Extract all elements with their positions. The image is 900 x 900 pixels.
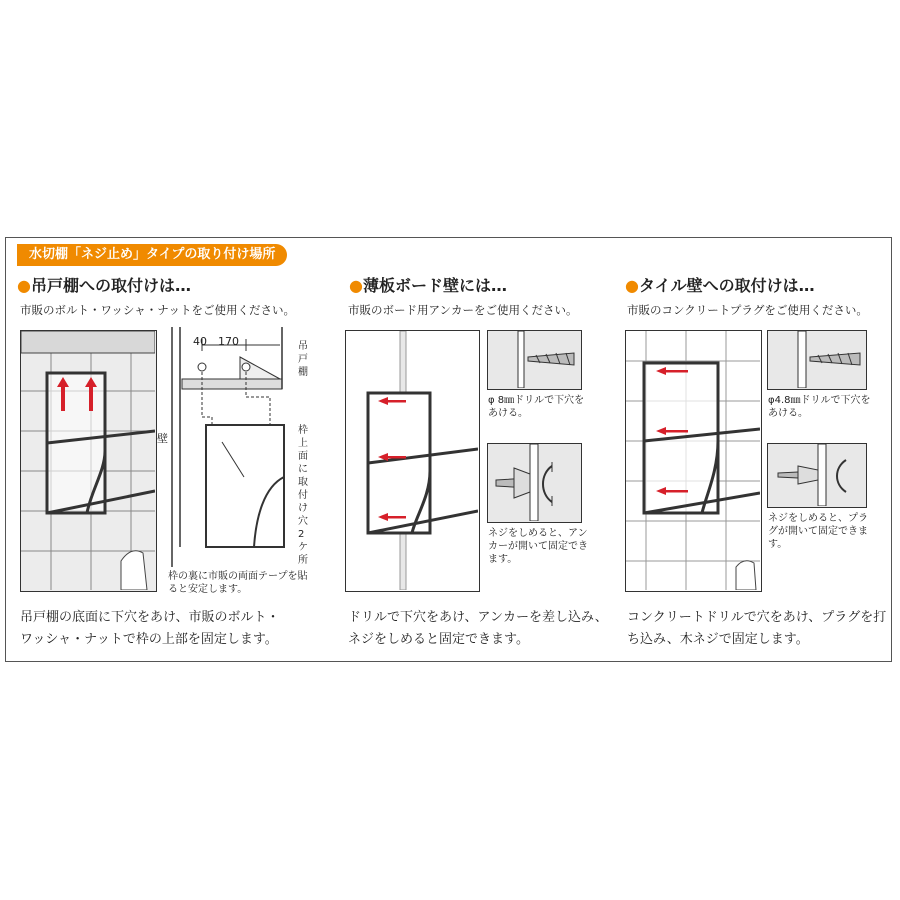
section-3-caption: コンクリートドリルで穴をあけ、プラグを打ち込み、木ネジで固定します。 [627, 610, 887, 647]
bullet-icon: ● [17, 276, 31, 295]
note-plug-opens: ネジをしめると、プラグが開いて固定できます。 [768, 513, 868, 550]
drill-bit-icon [488, 331, 580, 388]
tile-drill-bit-icon [768, 331, 865, 388]
section-1-heading [17, 273, 191, 296]
plug-detail-box [767, 443, 867, 508]
label-wall: 壁 [157, 432, 168, 445]
section-2-title: 薄板ボード壁には… [362, 276, 507, 295]
section-1-subtitle: 市販のボルト・ワッシャ・ナットをご使用ください。 [20, 303, 295, 317]
note-drill-4-8mm: φ4.8㎜ドリルで下穴をあける。 [768, 395, 871, 419]
cabinet-photo-illustration [20, 330, 157, 592]
tile-wall-shelf-drawing [626, 331, 760, 590]
section-2-heading [349, 273, 507, 296]
board-wall-illustration [345, 330, 480, 592]
section-2-subtitle: 市販のボード用アンカーをご使用ください。 [348, 303, 578, 317]
anchor-screw-icon [488, 444, 580, 521]
dimension-40: 40 [193, 335, 207, 348]
label-mounting-holes: 枠上面に取付け穴2ケ所 [298, 425, 308, 566]
anchor-detail-box [487, 443, 582, 523]
section-2-caption: ドリルで下穴をあけ、アンカーを差し込み、ネジをしめると固定できます。 [348, 610, 608, 647]
bullet-icon: ● [349, 276, 363, 295]
label-cabinet: 吊戸棚 [298, 341, 308, 378]
note-anchor-opens: ネジをしめると、アンカーが開いて固定できます。 [488, 528, 588, 565]
cabinet-shelf-drawing [21, 331, 155, 590]
tile-drill-detail-box [767, 330, 867, 390]
note-double-sided-tape: 枠の裏に市販の両面テープを貼ると安定します。 [168, 571, 308, 595]
drill-detail-box [487, 330, 582, 390]
board-wall-shelf-drawing [346, 331, 478, 590]
section-3-heading [625, 273, 815, 296]
mounting-location-tag: 水切棚「ネジ止め」タイプの取り付け場所 [17, 244, 287, 266]
section-1-title: 吊戸棚への取付けは… [30, 276, 191, 295]
plug-screw-icon [768, 444, 865, 506]
bolt-mounting-diagram [160, 327, 310, 567]
dimension-170: 170 [218, 335, 239, 348]
note-drill-8mm: φ 8㎜ドリルで下穴をあける。 [488, 395, 585, 419]
section-3-subtitle: 市販のコンクリートプラグをご使用ください。 [627, 303, 868, 317]
section-1-caption: 吊戸棚の底面に下穴をあけ、市販のボルト・ワッシャ・ナットで枠の上部を固定します。 [20, 610, 280, 647]
bullet-icon: ● [625, 276, 639, 295]
tile-wall-illustration [625, 330, 762, 592]
section-3-title: タイル壁への取付けは… [638, 276, 815, 295]
